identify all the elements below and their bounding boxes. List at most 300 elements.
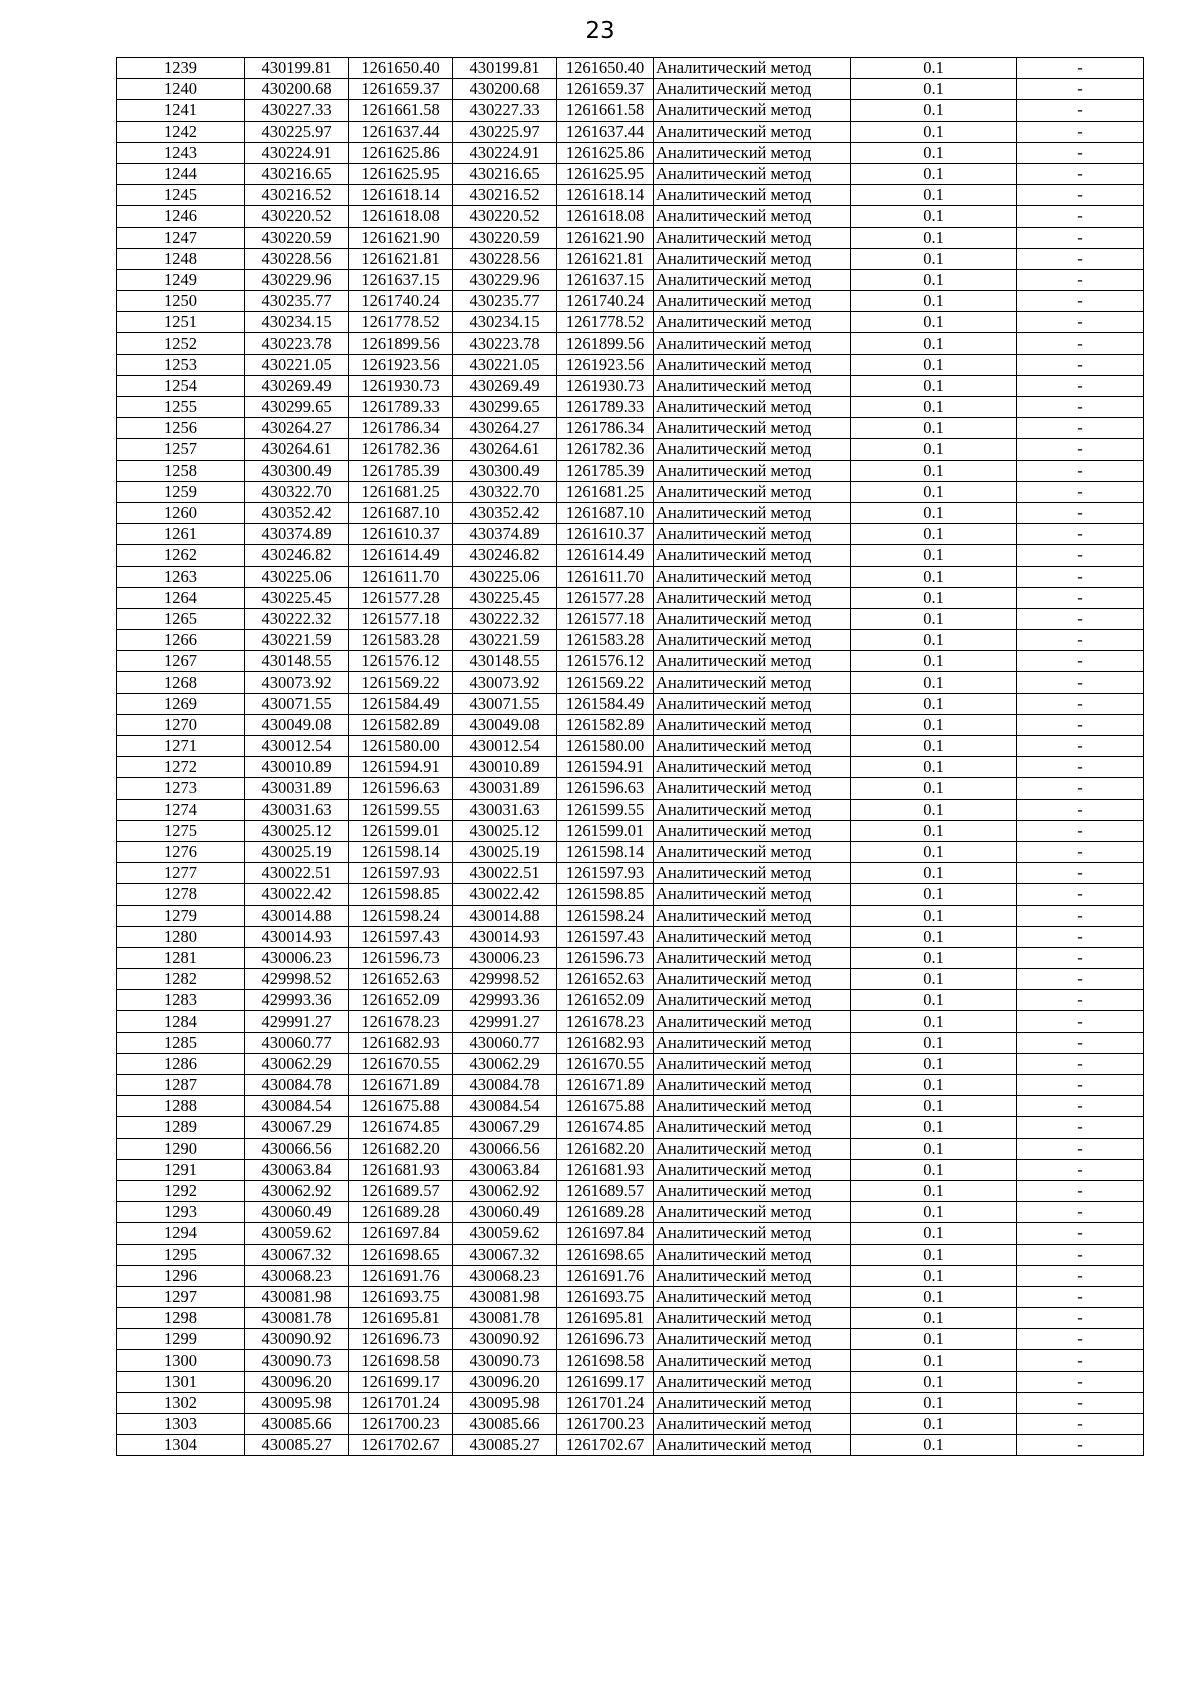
dash-cell: - [1017, 418, 1144, 439]
y-coordinate-repeat-cell: 1261637.44 [557, 121, 654, 142]
method-cell: Аналитический метод [654, 185, 851, 206]
y-coordinate-cell: 1261637.15 [349, 269, 453, 290]
x-coordinate-repeat-cell: 430225.97 [453, 121, 557, 142]
accuracy-cell: 0.1 [851, 418, 1017, 439]
x-coordinate-repeat-cell: 430067.32 [453, 1244, 557, 1265]
x-coordinate-cell: 430006.23 [245, 947, 349, 968]
dash-cell: - [1017, 587, 1144, 608]
x-coordinate-cell: 430067.29 [245, 1117, 349, 1138]
method-cell: Аналитический метод [654, 1392, 851, 1413]
method-cell: Аналитический метод [654, 248, 851, 269]
y-coordinate-cell: 1261650.40 [349, 58, 453, 79]
y-coordinate-repeat-cell: 1261661.58 [557, 100, 654, 121]
method-cell: Аналитический метод [654, 1011, 851, 1032]
y-coordinate-cell: 1261610.37 [349, 524, 453, 545]
accuracy-cell: 0.1 [851, 1159, 1017, 1180]
dash-cell: - [1017, 1435, 1144, 1456]
x-coordinate-repeat-cell: 429998.52 [453, 969, 557, 990]
x-coordinate-repeat-cell: 430264.27 [453, 418, 557, 439]
y-coordinate-repeat-cell: 1261576.12 [557, 651, 654, 672]
y-coordinate-cell: 1261598.24 [349, 905, 453, 926]
y-coordinate-cell: 1261625.95 [349, 163, 453, 184]
dash-cell: - [1017, 312, 1144, 333]
x-coordinate-cell: 430014.88 [245, 905, 349, 926]
table-row [117, 1350, 1144, 1371]
x-coordinate-cell: 430071.55 [245, 693, 349, 714]
point-number-cell: 1260 [117, 502, 245, 523]
accuracy-cell: 0.1 [851, 1223, 1017, 1244]
dash-cell: - [1017, 1414, 1144, 1435]
y-coordinate-cell: 1261596.73 [349, 947, 453, 968]
y-coordinate-cell: 1261930.73 [349, 375, 453, 396]
x-coordinate-repeat-cell: 430264.61 [453, 439, 557, 460]
x-coordinate-cell: 430225.06 [245, 566, 349, 587]
y-coordinate-repeat-cell: 1261596.73 [557, 947, 654, 968]
table-row [117, 481, 1144, 502]
x-coordinate-cell: 430227.33 [245, 100, 349, 121]
x-coordinate-cell: 430269.49 [245, 375, 349, 396]
y-coordinate-cell: 1261702.67 [349, 1435, 453, 1456]
x-coordinate-cell: 430225.97 [245, 121, 349, 142]
x-coordinate-repeat-cell: 430068.23 [453, 1265, 557, 1286]
method-cell: Аналитический метод [654, 1350, 851, 1371]
dash-cell: - [1017, 1350, 1144, 1371]
y-coordinate-cell: 1261584.49 [349, 693, 453, 714]
point-number-cell: 1245 [117, 185, 245, 206]
y-coordinate-repeat-cell: 1261650.40 [557, 58, 654, 79]
y-coordinate-repeat-cell: 1261674.85 [557, 1117, 654, 1138]
dash-cell: - [1017, 1202, 1144, 1223]
y-coordinate-cell: 1261611.70 [349, 566, 453, 587]
method-cell: Аналитический метод [654, 1414, 851, 1435]
method-cell: Аналитический метод [654, 1286, 851, 1307]
y-coordinate-cell: 1261691.76 [349, 1265, 453, 1286]
table-row [117, 736, 1144, 757]
y-coordinate-repeat-cell: 1261695.81 [557, 1308, 654, 1329]
dash-cell: - [1017, 1075, 1144, 1096]
dash-cell: - [1017, 630, 1144, 651]
x-coordinate-repeat-cell: 430014.88 [453, 905, 557, 926]
table-row [117, 1435, 1144, 1456]
x-coordinate-cell: 430229.96 [245, 269, 349, 290]
y-coordinate-repeat-cell: 1261621.90 [557, 227, 654, 248]
accuracy-cell: 0.1 [851, 820, 1017, 841]
point-number-cell: 1280 [117, 926, 245, 947]
y-coordinate-repeat-cell: 1261789.33 [557, 397, 654, 418]
dash-cell: - [1017, 524, 1144, 545]
point-number-cell: 1300 [117, 1350, 245, 1371]
y-coordinate-repeat-cell: 1261652.63 [557, 969, 654, 990]
method-cell: Аналитический метод [654, 1138, 851, 1159]
y-coordinate-cell: 1261598.85 [349, 884, 453, 905]
x-coordinate-cell: 430060.77 [245, 1032, 349, 1053]
table-row [117, 375, 1144, 396]
y-coordinate-repeat-cell: 1261610.37 [557, 524, 654, 545]
accuracy-cell: 0.1 [851, 566, 1017, 587]
page-number: 23 [585, 18, 615, 44]
y-coordinate-cell: 1261661.58 [349, 100, 453, 121]
y-coordinate-repeat-cell: 1261923.56 [557, 354, 654, 375]
x-coordinate-cell: 430228.56 [245, 248, 349, 269]
point-number-cell: 1263 [117, 566, 245, 587]
y-coordinate-repeat-cell: 1261698.58 [557, 1350, 654, 1371]
x-coordinate-repeat-cell: 430374.89 [453, 524, 557, 545]
y-coordinate-repeat-cell: 1261577.28 [557, 587, 654, 608]
x-coordinate-repeat-cell: 430225.06 [453, 566, 557, 587]
dash-cell: - [1017, 100, 1144, 121]
accuracy-cell: 0.1 [851, 884, 1017, 905]
y-coordinate-cell: 1261786.34 [349, 418, 453, 439]
x-coordinate-repeat-cell: 430269.49 [453, 375, 557, 396]
y-coordinate-cell: 1261693.75 [349, 1286, 453, 1307]
x-coordinate-repeat-cell: 430081.98 [453, 1286, 557, 1307]
point-number-cell: 1244 [117, 163, 245, 184]
accuracy-cell: 0.1 [851, 1308, 1017, 1329]
table-row [117, 714, 1144, 735]
accuracy-cell: 0.1 [851, 79, 1017, 100]
x-coordinate-repeat-cell: 430062.92 [453, 1180, 557, 1201]
method-cell: Аналитический метод [654, 736, 851, 757]
x-coordinate-repeat-cell: 430010.89 [453, 757, 557, 778]
point-number-cell: 1281 [117, 947, 245, 968]
method-cell: Аналитический метод [654, 841, 851, 862]
y-coordinate-repeat-cell: 1261618.08 [557, 206, 654, 227]
y-coordinate-cell: 1261671.89 [349, 1075, 453, 1096]
table-row [117, 206, 1144, 227]
y-coordinate-repeat-cell: 1261582.89 [557, 714, 654, 735]
dash-cell: - [1017, 1392, 1144, 1413]
method-cell: Аналитический метод [654, 693, 851, 714]
method-cell: Аналитический метод [654, 291, 851, 312]
table-row [117, 163, 1144, 184]
x-coordinate-repeat-cell: 430022.51 [453, 863, 557, 884]
y-coordinate-cell: 1261580.00 [349, 736, 453, 757]
table-row [117, 757, 1144, 778]
method-cell: Аналитический метод [654, 1244, 851, 1265]
accuracy-cell: 0.1 [851, 524, 1017, 545]
method-cell: Аналитический метод [654, 1329, 851, 1350]
accuracy-cell: 0.1 [851, 1011, 1017, 1032]
table-row [117, 418, 1144, 439]
coordinates-table [116, 57, 1144, 1456]
x-coordinate-repeat-cell: 429991.27 [453, 1011, 557, 1032]
table-row [117, 608, 1144, 629]
dash-cell: - [1017, 1371, 1144, 1392]
point-number-cell: 1292 [117, 1180, 245, 1201]
table-row [117, 799, 1144, 820]
y-coordinate-repeat-cell: 1261740.24 [557, 291, 654, 312]
dash-cell: - [1017, 905, 1144, 926]
point-number-cell: 1252 [117, 333, 245, 354]
table-row [117, 566, 1144, 587]
accuracy-cell: 0.1 [851, 291, 1017, 312]
point-number-cell: 1291 [117, 1159, 245, 1180]
table-row [117, 947, 1144, 968]
y-coordinate-cell: 1261582.89 [349, 714, 453, 735]
x-coordinate-cell: 429993.36 [245, 990, 349, 1011]
x-coordinate-repeat-cell: 430228.56 [453, 248, 557, 269]
y-coordinate-repeat-cell: 1261699.17 [557, 1371, 654, 1392]
y-coordinate-cell: 1261618.08 [349, 206, 453, 227]
method-cell: Аналитический метод [654, 79, 851, 100]
accuracy-cell: 0.1 [851, 502, 1017, 523]
y-coordinate-cell: 1261576.12 [349, 651, 453, 672]
y-coordinate-cell: 1261594.91 [349, 757, 453, 778]
y-coordinate-cell: 1261785.39 [349, 460, 453, 481]
accuracy-cell: 0.1 [851, 121, 1017, 142]
y-coordinate-cell: 1261789.33 [349, 397, 453, 418]
dash-cell: - [1017, 672, 1144, 693]
point-number-cell: 1298 [117, 1308, 245, 1329]
y-coordinate-cell: 1261695.81 [349, 1308, 453, 1329]
point-number-cell: 1293 [117, 1202, 245, 1223]
x-coordinate-cell: 430031.89 [245, 778, 349, 799]
point-number-cell: 1258 [117, 460, 245, 481]
y-coordinate-cell: 1261687.10 [349, 502, 453, 523]
x-coordinate-repeat-cell: 430084.78 [453, 1075, 557, 1096]
table-row [117, 1075, 1144, 1096]
x-coordinate-repeat-cell: 430352.42 [453, 502, 557, 523]
table-row [117, 121, 1144, 142]
table-row [117, 312, 1144, 333]
point-number-cell: 1239 [117, 58, 245, 79]
y-coordinate-cell: 1261699.17 [349, 1371, 453, 1392]
x-coordinate-repeat-cell: 430216.65 [453, 163, 557, 184]
x-coordinate-repeat-cell: 430081.78 [453, 1308, 557, 1329]
x-coordinate-repeat-cell: 430200.68 [453, 79, 557, 100]
accuracy-cell: 0.1 [851, 1202, 1017, 1223]
y-coordinate-cell: 1261599.01 [349, 820, 453, 841]
point-number-cell: 1304 [117, 1435, 245, 1456]
x-coordinate-cell: 430067.32 [245, 1244, 349, 1265]
x-coordinate-cell: 430090.73 [245, 1350, 349, 1371]
y-coordinate-cell: 1261682.20 [349, 1138, 453, 1159]
method-cell: Аналитический метод [654, 163, 851, 184]
y-coordinate-repeat-cell: 1261577.18 [557, 608, 654, 629]
point-number-cell: 1259 [117, 481, 245, 502]
x-coordinate-repeat-cell: 430229.96 [453, 269, 557, 290]
y-coordinate-cell: 1261740.24 [349, 291, 453, 312]
dash-cell: - [1017, 608, 1144, 629]
y-coordinate-cell: 1261598.14 [349, 841, 453, 862]
x-coordinate-repeat-cell: 430223.78 [453, 333, 557, 354]
dash-cell: - [1017, 841, 1144, 862]
x-coordinate-cell: 430062.92 [245, 1180, 349, 1201]
y-coordinate-cell: 1261689.57 [349, 1180, 453, 1201]
accuracy-cell: 0.1 [851, 354, 1017, 375]
x-coordinate-repeat-cell: 430224.91 [453, 142, 557, 163]
table-row [117, 545, 1144, 566]
method-cell: Аналитический метод [654, 227, 851, 248]
point-number-cell: 1246 [117, 206, 245, 227]
point-number-cell: 1278 [117, 884, 245, 905]
x-coordinate-repeat-cell: 430246.82 [453, 545, 557, 566]
dash-cell: - [1017, 58, 1144, 79]
y-coordinate-cell: 1261782.36 [349, 439, 453, 460]
y-coordinate-cell: 1261637.44 [349, 121, 453, 142]
x-coordinate-cell: 430062.29 [245, 1053, 349, 1074]
x-coordinate-cell: 430068.23 [245, 1265, 349, 1286]
x-coordinate-cell: 430049.08 [245, 714, 349, 735]
table-row [117, 1117, 1144, 1138]
x-coordinate-cell: 430063.84 [245, 1159, 349, 1180]
dash-cell: - [1017, 863, 1144, 884]
y-coordinate-repeat-cell: 1261691.76 [557, 1265, 654, 1286]
y-coordinate-cell: 1261659.37 [349, 79, 453, 100]
table-row [117, 291, 1144, 312]
accuracy-cell: 0.1 [851, 1414, 1017, 1435]
x-coordinate-cell: 430073.92 [245, 672, 349, 693]
y-coordinate-repeat-cell: 1261682.20 [557, 1138, 654, 1159]
accuracy-cell: 0.1 [851, 608, 1017, 629]
table-row [117, 651, 1144, 672]
x-coordinate-cell: 430199.81 [245, 58, 349, 79]
y-coordinate-cell: 1261682.93 [349, 1032, 453, 1053]
accuracy-cell: 0.1 [851, 1265, 1017, 1286]
point-number-cell: 1250 [117, 291, 245, 312]
y-coordinate-cell: 1261778.52 [349, 312, 453, 333]
y-coordinate-repeat-cell: 1261637.15 [557, 269, 654, 290]
point-number-cell: 1261 [117, 524, 245, 545]
y-coordinate-cell: 1261670.55 [349, 1053, 453, 1074]
table-row [117, 1138, 1144, 1159]
method-cell: Аналитический метод [654, 545, 851, 566]
point-number-cell: 1249 [117, 269, 245, 290]
y-coordinate-repeat-cell: 1261689.28 [557, 1202, 654, 1223]
dash-cell: - [1017, 778, 1144, 799]
method-cell: Аналитический метод [654, 884, 851, 905]
x-coordinate-cell: 430081.98 [245, 1286, 349, 1307]
point-number-cell: 1297 [117, 1286, 245, 1307]
table-row [117, 905, 1144, 926]
point-number-cell: 1271 [117, 736, 245, 757]
table-row [117, 1414, 1144, 1435]
x-coordinate-repeat-cell: 430063.84 [453, 1159, 557, 1180]
x-coordinate-repeat-cell: 430090.92 [453, 1329, 557, 1350]
y-coordinate-repeat-cell: 1261621.81 [557, 248, 654, 269]
method-cell: Аналитический метод [654, 397, 851, 418]
method-cell: Аналитический метод [654, 778, 851, 799]
x-coordinate-cell: 430022.42 [245, 884, 349, 905]
y-coordinate-repeat-cell: 1261618.14 [557, 185, 654, 206]
x-coordinate-cell: 430148.55 [245, 651, 349, 672]
x-coordinate-repeat-cell: 430049.08 [453, 714, 557, 735]
accuracy-cell: 0.1 [851, 1075, 1017, 1096]
method-cell: Аналитический метод [654, 1308, 851, 1329]
accuracy-cell: 0.1 [851, 163, 1017, 184]
x-coordinate-cell: 430022.51 [245, 863, 349, 884]
dash-cell: - [1017, 1117, 1144, 1138]
y-coordinate-repeat-cell: 1261700.23 [557, 1414, 654, 1435]
point-number-cell: 1282 [117, 969, 245, 990]
table-row [117, 227, 1144, 248]
dash-cell: - [1017, 1223, 1144, 1244]
method-cell: Аналитический метод [654, 1053, 851, 1074]
point-number-cell: 1294 [117, 1223, 245, 1244]
x-coordinate-cell: 430352.42 [245, 502, 349, 523]
y-coordinate-repeat-cell: 1261693.75 [557, 1286, 654, 1307]
y-coordinate-repeat-cell: 1261598.24 [557, 905, 654, 926]
x-coordinate-cell: 430081.78 [245, 1308, 349, 1329]
dash-cell: - [1017, 884, 1144, 905]
x-coordinate-repeat-cell: 430012.54 [453, 736, 557, 757]
y-coordinate-cell: 1261698.58 [349, 1350, 453, 1371]
method-cell: Аналитический метод [654, 269, 851, 290]
point-number-cell: 1275 [117, 820, 245, 841]
dash-cell: - [1017, 651, 1144, 672]
method-cell: Аналитический метод [654, 969, 851, 990]
x-coordinate-cell: 430014.93 [245, 926, 349, 947]
accuracy-cell: 0.1 [851, 545, 1017, 566]
x-coordinate-cell: 430216.52 [245, 185, 349, 206]
x-coordinate-cell: 430025.19 [245, 841, 349, 862]
method-cell: Аналитический метод [654, 524, 851, 545]
dash-cell: - [1017, 566, 1144, 587]
point-number-cell: 1268 [117, 672, 245, 693]
accuracy-cell: 0.1 [851, 1138, 1017, 1159]
method-cell: Аналитический метод [654, 947, 851, 968]
point-number-cell: 1251 [117, 312, 245, 333]
x-coordinate-cell: 430234.15 [245, 312, 349, 333]
y-coordinate-cell: 1261696.73 [349, 1329, 453, 1350]
y-coordinate-repeat-cell: 1261584.49 [557, 693, 654, 714]
x-coordinate-cell: 430060.49 [245, 1202, 349, 1223]
x-coordinate-cell: 430220.52 [245, 206, 349, 227]
method-cell: Аналитический метод [654, 121, 851, 142]
y-coordinate-cell: 1261652.09 [349, 990, 453, 1011]
dash-cell: - [1017, 1096, 1144, 1117]
x-coordinate-repeat-cell: 430073.92 [453, 672, 557, 693]
method-cell: Аналитический метод [654, 1265, 851, 1286]
point-number-cell: 1255 [117, 397, 245, 418]
y-coordinate-cell: 1261621.81 [349, 248, 453, 269]
method-cell: Аналитический метод [654, 799, 851, 820]
y-coordinate-repeat-cell: 1261698.65 [557, 1244, 654, 1265]
y-coordinate-cell: 1261681.25 [349, 481, 453, 502]
y-coordinate-repeat-cell: 1261682.93 [557, 1032, 654, 1053]
y-coordinate-repeat-cell: 1261681.25 [557, 481, 654, 502]
x-coordinate-cell: 430095.98 [245, 1392, 349, 1413]
table-row [117, 630, 1144, 651]
accuracy-cell: 0.1 [851, 206, 1017, 227]
method-cell: Аналитический метод [654, 375, 851, 396]
y-coordinate-cell: 1261698.65 [349, 1244, 453, 1265]
dash-cell: - [1017, 736, 1144, 757]
method-cell: Аналитический метод [654, 926, 851, 947]
y-coordinate-repeat-cell: 1261689.57 [557, 1180, 654, 1201]
method-cell: Аналитический метод [654, 587, 851, 608]
x-coordinate-repeat-cell: 430221.05 [453, 354, 557, 375]
x-coordinate-repeat-cell: 430031.63 [453, 799, 557, 820]
y-coordinate-cell: 1261614.49 [349, 545, 453, 566]
accuracy-cell: 0.1 [851, 736, 1017, 757]
y-coordinate-cell: 1261583.28 [349, 630, 453, 651]
dash-cell: - [1017, 1286, 1144, 1307]
y-coordinate-cell: 1261597.93 [349, 863, 453, 884]
point-number-cell: 1273 [117, 778, 245, 799]
accuracy-cell: 0.1 [851, 1180, 1017, 1201]
dash-cell: - [1017, 185, 1144, 206]
point-number-cell: 1279 [117, 905, 245, 926]
table-row [117, 439, 1144, 460]
x-coordinate-cell: 430084.54 [245, 1096, 349, 1117]
x-coordinate-repeat-cell: 430095.98 [453, 1392, 557, 1413]
table-row [117, 926, 1144, 947]
x-coordinate-repeat-cell: 430022.42 [453, 884, 557, 905]
y-coordinate-repeat-cell: 1261594.91 [557, 757, 654, 778]
dash-cell: - [1017, 1180, 1144, 1201]
y-coordinate-cell: 1261678.23 [349, 1011, 453, 1032]
